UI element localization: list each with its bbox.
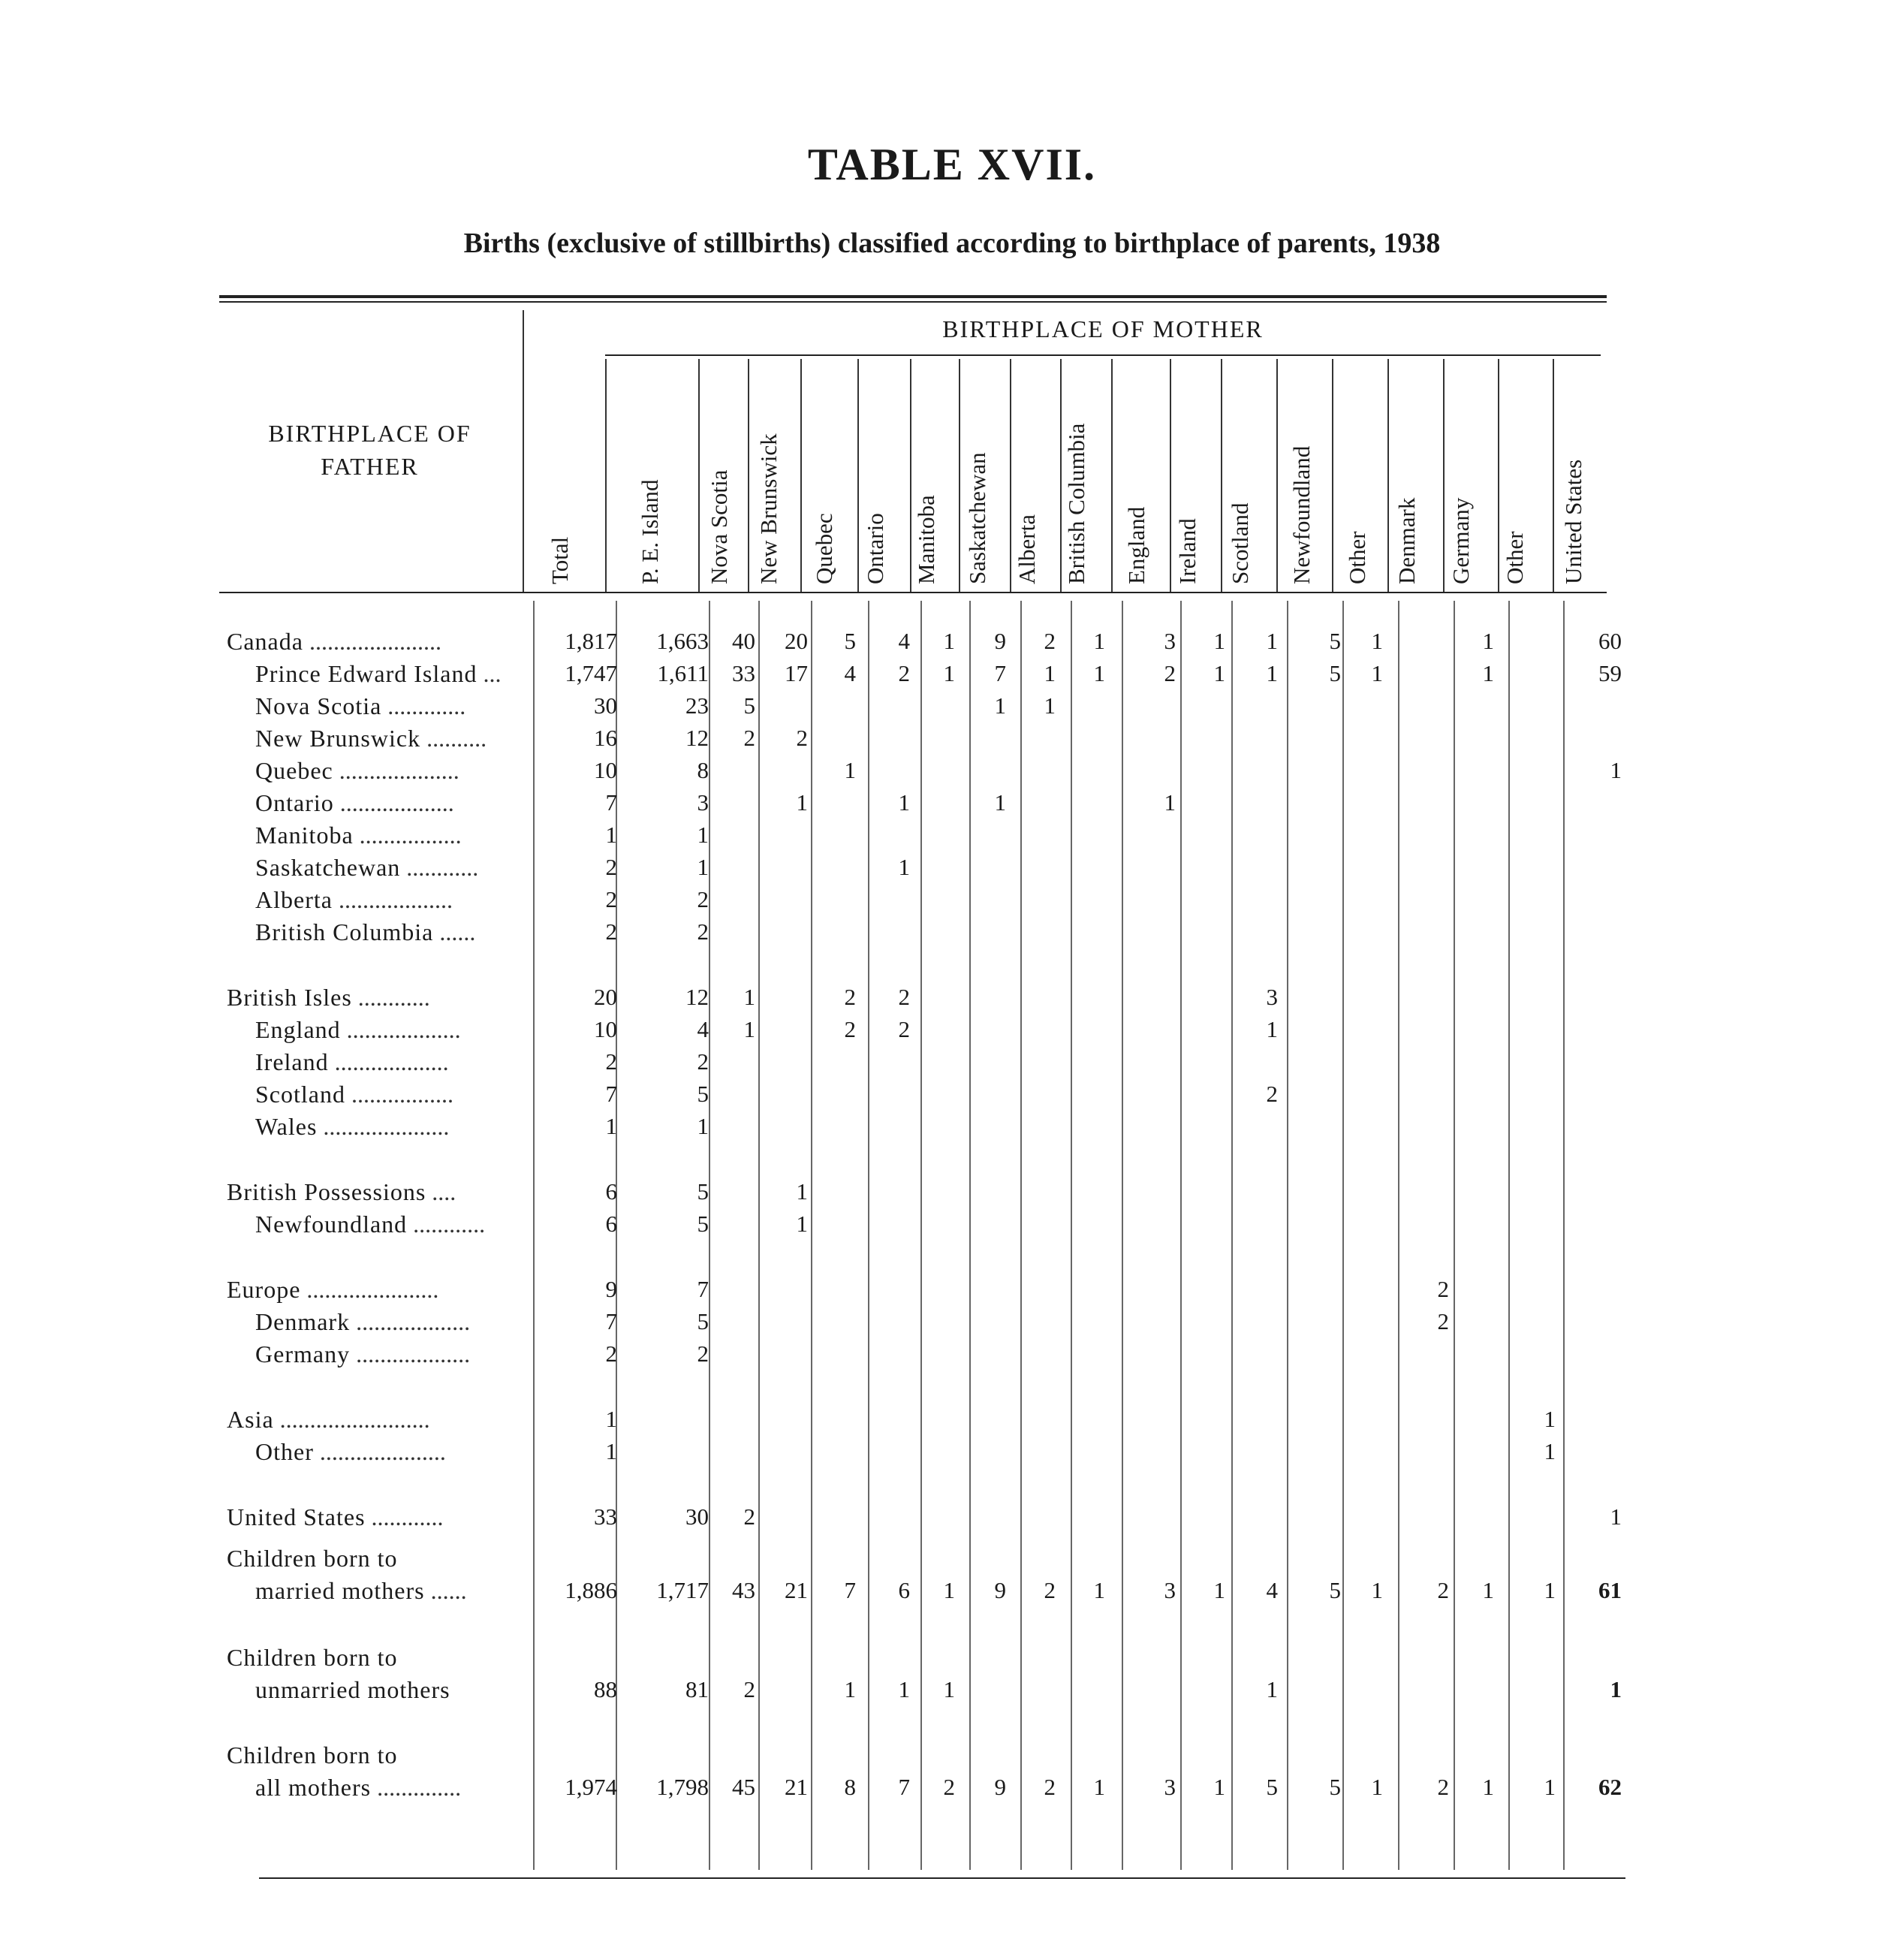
summary-cell: 61	[1598, 1577, 1622, 1603]
table-cell: 1	[1266, 660, 1278, 686]
table-cell: 4	[697, 1016, 709, 1042]
column-divider	[800, 359, 802, 592]
leader-dots: ...................	[332, 886, 453, 913]
table-cell: 7	[994, 660, 1006, 686]
table-cell: 10	[594, 757, 617, 783]
table-cell: 5	[697, 1308, 709, 1334]
table-cell: 9	[605, 1276, 617, 1302]
summary-cell: 1,798	[656, 1774, 709, 1800]
row-label-sub	[225, 1340, 563, 1368]
summary-label-line1: Children born to	[227, 1545, 398, 1572]
row-label-sub	[225, 822, 563, 849]
table-cell: 1	[1544, 1438, 1556, 1464]
leader-dots: ....................	[333, 757, 459, 784]
table-cell: 6	[605, 1211, 617, 1237]
table-cell: 5	[1329, 660, 1341, 686]
summary-cell: 1	[1266, 1676, 1278, 1702]
mother-header-rule	[605, 354, 1601, 356]
leader-dots: ....	[426, 1178, 456, 1205]
top-rule	[219, 295, 1607, 298]
table-cell: 30	[594, 692, 617, 719]
table-subtitle: Births (exclusive of stillbirths) classified according to birthplace of parents, 1938	[463, 228, 1441, 259]
row-label-sub	[225, 789, 563, 817]
column-divider	[1287, 601, 1288, 1870]
leader-dots: ..........	[420, 725, 487, 752]
row-label-text: Nova Scotia	[255, 692, 382, 719]
summary-cell: 1	[1213, 1577, 1225, 1603]
table-cell: 1	[605, 1113, 617, 1139]
table-cell: 5	[697, 1178, 709, 1205]
column-divider	[1060, 359, 1062, 592]
row-label-text: United States	[227, 1503, 366, 1530]
column-divider	[748, 359, 749, 592]
table-cell: 3	[1266, 984, 1278, 1010]
row-label-text: Prince Edward Island	[255, 660, 478, 687]
summary-cell: 4	[1266, 1577, 1278, 1603]
summary-cell: 7	[898, 1774, 910, 1800]
table-cell: 1	[1610, 1503, 1622, 1530]
table-cell: 1	[898, 854, 910, 880]
row-label-sub	[225, 854, 563, 882]
row-label-text: Scotland	[255, 1081, 345, 1108]
column-divider	[959, 359, 960, 592]
column-header: United States	[1560, 459, 1586, 584]
column-divider	[1332, 359, 1333, 592]
row-label	[225, 984, 535, 1012]
summary-cell: 21	[785, 1774, 808, 1800]
column-header: Denmark	[1393, 497, 1420, 584]
column-divider	[910, 359, 911, 592]
leader-dots: ......	[433, 918, 476, 945]
summary-label-text: married mothers	[255, 1577, 425, 1604]
bottom-rule	[259, 1877, 1625, 1879]
summary-cell: 43	[732, 1577, 755, 1603]
summary-cell: 1	[1371, 1577, 1383, 1603]
column-divider	[1498, 359, 1499, 592]
leader-dots: ...	[477, 660, 502, 687]
column-header: Other	[1502, 531, 1528, 584]
summary-cell: 8	[844, 1774, 856, 1800]
summary-cell: 6	[898, 1577, 910, 1603]
table-cell: 1	[1544, 1406, 1556, 1432]
summary-cell: 7	[844, 1577, 856, 1603]
table-cell: 1	[743, 984, 755, 1010]
row-label-sub	[225, 1048, 563, 1076]
table-cell: 1,611	[657, 660, 709, 686]
table-cell: 1	[994, 692, 1006, 719]
column-divider	[1508, 601, 1510, 1870]
column-header: Ireland	[1174, 518, 1201, 584]
summary-label-line2	[225, 1774, 563, 1802]
row-label-text: British Columbia	[255, 918, 434, 945]
summary-label-text: all mothers	[255, 1774, 372, 1801]
table-cell: 1,747	[565, 660, 617, 686]
summary-cell: 1	[844, 1676, 856, 1702]
table-cell: 2	[605, 854, 617, 880]
leader-dots: ...................	[350, 1308, 471, 1335]
table-cell: 1,817	[565, 628, 617, 654]
table-cell: 7	[697, 1276, 709, 1302]
table-cell: 5	[697, 1211, 709, 1237]
table-cell: 2	[605, 918, 617, 945]
table-cell: 2	[1437, 1276, 1449, 1302]
row-label-sub	[225, 1016, 563, 1044]
column-header: New Brunswick	[755, 433, 782, 584]
row-label	[225, 1178, 535, 1206]
column-divider	[1387, 359, 1389, 592]
column-header: Manitoba	[913, 495, 939, 584]
table-cell: 1	[697, 1113, 709, 1139]
summary-cell: 5	[1266, 1774, 1278, 1800]
table-cell: 59	[1598, 660, 1622, 686]
header-bottom-rule	[219, 592, 1607, 593]
table-cell: 1	[1164, 789, 1176, 816]
row-label-text: Wales	[255, 1113, 318, 1140]
table-cell: 5	[697, 1081, 709, 1107]
row-label-text: Quebec	[255, 757, 333, 784]
summary-cell: 1	[1482, 1774, 1494, 1800]
table-cell: 16	[594, 725, 617, 751]
table-cell: 3	[697, 789, 709, 816]
column-divider	[1020, 601, 1022, 1870]
leader-dots: ......................	[303, 628, 441, 655]
row-label-text: Alberta	[255, 886, 333, 913]
row-label-sub	[225, 1113, 563, 1141]
table-cell: 6	[605, 1178, 617, 1205]
summary-cell: 1	[1371, 1774, 1383, 1800]
table-cell: 1	[1371, 660, 1383, 686]
row-label-text: Germany	[255, 1340, 351, 1367]
row-label-sub	[225, 1438, 563, 1466]
summary-cell: 81	[685, 1676, 709, 1702]
leader-dots: ...................	[350, 1340, 471, 1367]
table-cell: 1	[1044, 660, 1056, 686]
summary-cell: 62	[1598, 1774, 1622, 1800]
table-cell: 12	[685, 725, 709, 751]
table-cell: 1	[1610, 757, 1622, 783]
table-cell: 1	[943, 660, 955, 686]
table-cell: 2	[697, 1048, 709, 1075]
row-label-sub	[225, 886, 563, 914]
table-cell: 33	[732, 660, 755, 686]
table-cell: 7	[605, 1308, 617, 1334]
column-header: Total	[547, 536, 573, 584]
row-label-sub	[225, 660, 563, 688]
leader-dots: .............	[381, 692, 466, 719]
table-cell: 1	[796, 1211, 808, 1237]
summary-cell: 1	[943, 1676, 955, 1702]
leader-dots: ............	[400, 854, 479, 881]
row-label-sub	[225, 725, 563, 752]
leader-dots: ...................	[340, 1016, 461, 1043]
table-cell: 1	[1371, 628, 1383, 654]
summary-cell: 45	[732, 1774, 755, 1800]
table-cell: 1	[605, 822, 617, 848]
table-cell: 1	[1266, 628, 1278, 654]
table-cell: 2	[1437, 1308, 1449, 1334]
summary-cell: 21	[785, 1577, 808, 1603]
column-divider	[1170, 359, 1171, 592]
summary-cell: 88	[594, 1676, 617, 1702]
row-label	[225, 628, 535, 656]
row-label-text: Saskatchewan	[255, 854, 401, 881]
table-cell: 1	[1093, 628, 1105, 654]
summary-cell: 5	[1329, 1577, 1341, 1603]
table-cell: 4	[898, 628, 910, 654]
table-cell: 1	[1482, 660, 1494, 686]
table-cell: 7	[605, 1081, 617, 1107]
row-label-text: British Isles	[227, 984, 352, 1011]
table-cell: 2	[743, 1503, 755, 1530]
column-header: Newfoundland	[1288, 445, 1315, 584]
row-label-sub	[225, 1081, 563, 1108]
leader-dots: ............	[407, 1211, 486, 1238]
top-rule-thin	[219, 301, 1607, 303]
summary-label-line2	[225, 1676, 563, 1704]
table-cell: 1	[796, 1178, 808, 1205]
table-cell: 10	[594, 1016, 617, 1042]
table-cell: 1	[605, 1438, 617, 1464]
column-header: Alberta	[1014, 514, 1040, 584]
row-label-text: Newfoundland	[255, 1211, 408, 1238]
row-label-text: New Brunswick	[255, 725, 421, 752]
table-cell: 1	[605, 1406, 617, 1432]
row-label-text: Asia	[227, 1406, 274, 1433]
row-label-text: Europe	[227, 1276, 301, 1303]
table-cell: 8	[697, 757, 709, 783]
row-label	[225, 1276, 535, 1304]
row-label-text: British Possessions	[227, 1178, 426, 1205]
summary-cell: 1,717	[656, 1577, 709, 1603]
table-cell: 1	[1266, 1016, 1278, 1042]
table-cell: 2	[898, 660, 910, 686]
column-divider	[1111, 359, 1113, 592]
column-header: Nova Scotia	[706, 469, 732, 584]
table-cell: 2	[796, 725, 808, 751]
summary-label-line2	[225, 1577, 563, 1605]
table-cell: 23	[685, 692, 709, 719]
summary-cell: 9	[994, 1577, 1006, 1603]
summary-cell: 1	[1544, 1774, 1556, 1800]
summary-cell: 2	[743, 1676, 755, 1702]
summary-label-text: unmarried mothers	[255, 1676, 450, 1703]
table-cell: 7	[605, 789, 617, 816]
row-label-text: Canada	[227, 628, 303, 655]
table-cell: 1,663	[656, 628, 709, 654]
column-divider	[1071, 601, 1072, 1870]
table-cell: 2	[1266, 1081, 1278, 1107]
row-label-text: Ontario	[255, 789, 334, 816]
table-cell: 2	[697, 886, 709, 912]
row-label-sub	[225, 1308, 563, 1336]
table-cell: 5	[743, 692, 755, 719]
row-label-sub	[225, 757, 563, 785]
summary-cell: 9	[994, 1774, 1006, 1800]
column-divider	[1276, 359, 1278, 592]
table-cell: 2	[898, 1016, 910, 1042]
table-cell: 1	[1093, 660, 1105, 686]
summary-cell: 1,974	[565, 1774, 617, 1800]
table-cell: 33	[594, 1503, 617, 1530]
table-cell: 2	[898, 984, 910, 1010]
summary-cell: 2	[943, 1774, 955, 1800]
table-cell: 1	[697, 822, 709, 848]
leader-dots: .....................	[313, 1438, 446, 1465]
table-cell: 2	[844, 984, 856, 1010]
leader-dots: ...................	[333, 789, 454, 816]
table-cell: 17	[785, 660, 808, 686]
summary-cell: 3	[1164, 1774, 1176, 1800]
table-cell: 12	[685, 984, 709, 1010]
summary-cell: 1	[898, 1676, 910, 1702]
table-cell: 60	[1598, 628, 1622, 654]
table-cell: 1	[898, 789, 910, 816]
row-label-text: England	[255, 1016, 341, 1043]
table-cell: 2	[1164, 660, 1176, 686]
column-header: Ontario	[862, 513, 888, 584]
summary-cell: 1	[943, 1577, 955, 1603]
column-divider	[1010, 359, 1011, 592]
summary-cell: 2	[1044, 1577, 1056, 1603]
table-cell: 20	[594, 984, 617, 1010]
leader-dots: ......................	[300, 1276, 439, 1303]
column-divider	[698, 359, 700, 592]
table-cell: 2	[605, 1048, 617, 1075]
column-divider	[857, 359, 859, 592]
table-cell: 5	[844, 628, 856, 654]
table-cell: 9	[994, 628, 1006, 654]
column-header: British Columbia	[1063, 423, 1089, 584]
table-cell: 1	[844, 757, 856, 783]
summary-cell: 1,886	[565, 1577, 617, 1603]
leader-dots: .................	[353, 822, 462, 849]
row-label-text: Manitoba	[255, 822, 354, 849]
table-cell: 5	[1329, 628, 1341, 654]
stub-header: BIRTHPLACE OF FATHER	[268, 420, 471, 480]
row-label	[225, 1503, 535, 1531]
column-header: P. E. Island	[637, 479, 663, 584]
column-header: Germany	[1448, 497, 1474, 584]
table-cell: 1	[943, 628, 955, 654]
column-divider	[1221, 359, 1222, 592]
column-divider	[1454, 601, 1455, 1870]
column-divider	[605, 359, 607, 592]
leader-dots: ...................	[328, 1048, 449, 1075]
table-title: TABLE XVII.	[807, 140, 1097, 189]
column-divider	[1553, 359, 1554, 592]
summary-cell: 1	[1482, 1577, 1494, 1603]
column-divider	[1443, 359, 1445, 592]
leader-dots: ............	[365, 1503, 444, 1530]
table-cell: 1	[994, 789, 1006, 816]
summary-cell: 1	[1093, 1774, 1105, 1800]
table-cell: 2	[605, 1340, 617, 1367]
summary-cell: 2	[1044, 1774, 1056, 1800]
table-cell: 2	[743, 725, 755, 751]
row-label-text: Other	[255, 1438, 314, 1465]
summary-label-line1: Children born to	[227, 1741, 398, 1769]
table-cell: 1	[1213, 660, 1225, 686]
column-header: England	[1123, 506, 1149, 584]
leader-dots: ............	[351, 984, 430, 1011]
leader-dots: .................	[345, 1081, 453, 1108]
column-header: Scotland	[1227, 502, 1253, 584]
column-header: Saskatchewan	[964, 452, 990, 584]
leader-dots: ..............	[371, 1774, 462, 1801]
row-label	[225, 1406, 535, 1434]
table-cell: 30	[685, 1503, 709, 1530]
table-cell: 2	[1044, 628, 1056, 654]
column-divider	[523, 310, 524, 592]
summary-cell: 3	[1164, 1577, 1176, 1603]
table-cell: 4	[844, 660, 856, 686]
summary-label-line1: Children born to	[227, 1644, 398, 1671]
table-cell: 1	[1044, 692, 1056, 719]
column-header: Quebec	[811, 513, 837, 584]
table-cell: 2	[605, 886, 617, 912]
row-label-text: Ireland	[255, 1048, 329, 1075]
summary-cell: 1	[1213, 1774, 1225, 1800]
table-cell: 1	[1213, 628, 1225, 654]
summary-cell: 1	[1093, 1577, 1105, 1603]
column-header: Other	[1344, 531, 1370, 584]
column-divider	[1398, 601, 1399, 1870]
table-cell: 1	[796, 789, 808, 816]
summary-cell: 1	[1544, 1577, 1556, 1603]
row-label-text: Denmark	[255, 1308, 351, 1335]
table-cell: 1	[697, 854, 709, 880]
table-cell: 1	[1482, 628, 1494, 654]
leader-dots: ......	[424, 1577, 467, 1604]
table-cell: 20	[785, 628, 808, 654]
table-cell: 40	[732, 628, 755, 654]
table-cell: 2	[697, 918, 709, 945]
row-label-sub	[225, 692, 563, 720]
table-cell: 1	[743, 1016, 755, 1042]
table-cell: 3	[1164, 628, 1176, 654]
row-label-sub	[225, 1211, 563, 1238]
table-cell: 2	[697, 1340, 709, 1367]
table-cell: 2	[844, 1016, 856, 1042]
summary-cell: 1	[1610, 1676, 1622, 1702]
summary-cell: 5	[1329, 1774, 1341, 1800]
column-divider	[1180, 601, 1182, 1870]
leader-dots: .........................	[273, 1406, 430, 1433]
mother-header: BIRTHPLACE OF MOTHER	[942, 315, 1264, 342]
summary-cell: 2	[1437, 1774, 1449, 1800]
row-label-sub	[225, 918, 563, 946]
column-divider	[1342, 601, 1344, 1870]
leader-dots: .....................	[317, 1113, 450, 1140]
summary-cell: 2	[1437, 1577, 1449, 1603]
